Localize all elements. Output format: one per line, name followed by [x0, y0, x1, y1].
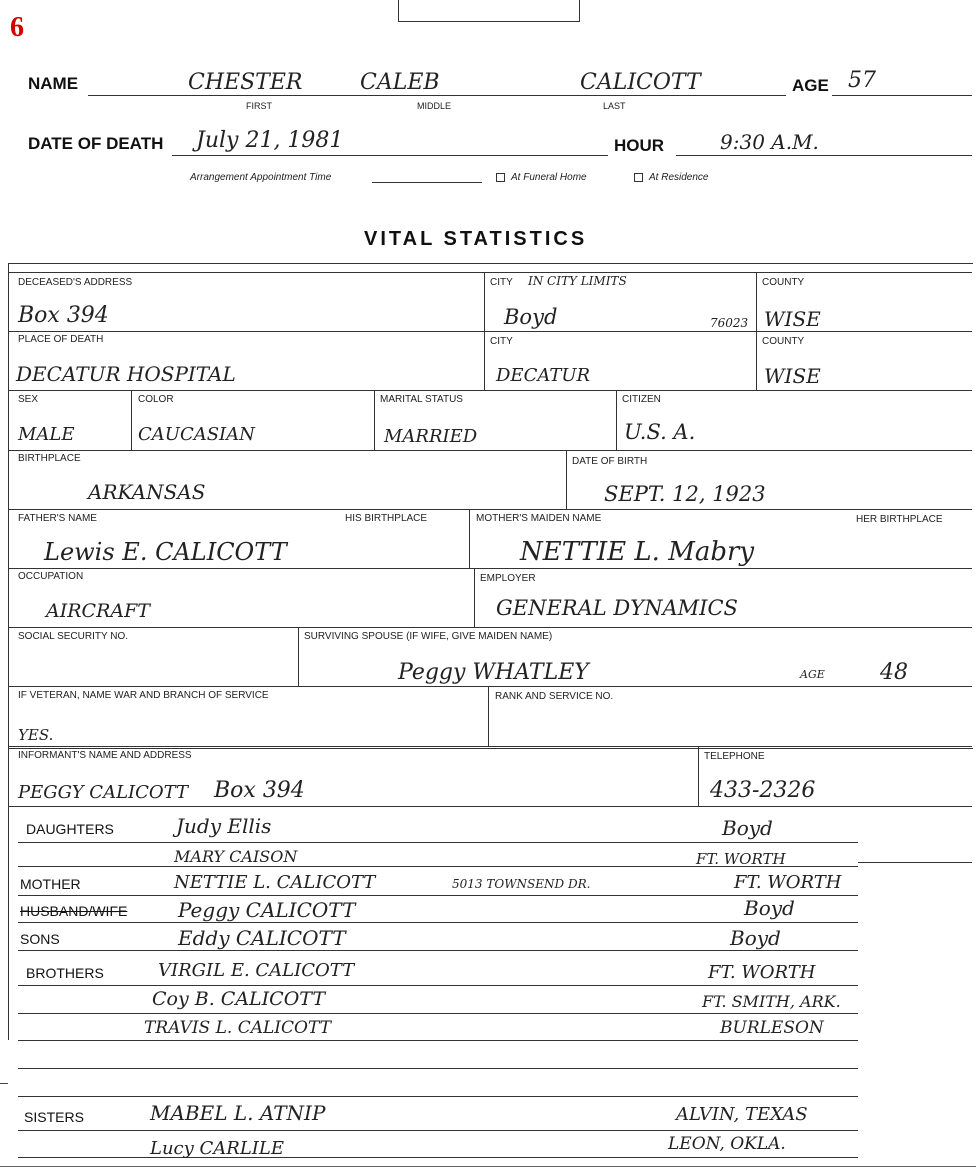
dod-line: [172, 155, 608, 156]
city-label: CITY: [490, 277, 513, 288]
county-value: WISE: [764, 307, 821, 331]
rel-line-1: [18, 842, 858, 843]
middle-name: CALEB: [360, 70, 440, 95]
spouse-rel: Peggy CALICOTT: [178, 898, 356, 922]
informant-bottom-line: [8, 806, 972, 807]
sisters-label: SISTERS: [24, 1109, 84, 1125]
telephone-label: TELEPHONE: [704, 751, 765, 762]
county-label: COUNTY: [762, 277, 805, 288]
birthplace-label: BIRTHPLACE: [18, 453, 81, 464]
brother-3: TRAVIS L. CALICOTT: [144, 1018, 331, 1038]
row-line-1: [8, 331, 972, 332]
vdiv-mother: [469, 509, 470, 568]
city-note: IN CITY LIMITS: [528, 274, 627, 288]
employer-value: GENERAL DYNAMICS: [496, 596, 738, 620]
place-of-death: DECATUR HOSPITAL: [16, 362, 236, 386]
arrangement-label: Arrangement Appointment Time: [190, 172, 332, 183]
telephone-value: 433-2326: [710, 778, 816, 803]
his-birthplace-label: HIS BIRTHPLACE: [345, 513, 428, 524]
sons-label: SONS: [20, 931, 60, 947]
top-box: [398, 0, 580, 22]
rel-line-8: [18, 1040, 858, 1041]
employer-label: EMPLOYER: [480, 573, 536, 584]
dob-value: SEPT. 12, 1923: [604, 482, 766, 506]
rel-line-11: [18, 1130, 858, 1131]
middle-caption: MIDDLE: [417, 101, 452, 111]
opt-funeral-home: At Funeral Home: [496, 172, 587, 183]
left-margin-tick: [0, 1083, 8, 1084]
dob-label: DATE OF BIRTH: [572, 456, 648, 467]
sister-2-city: LEON, OKLA.: [668, 1134, 786, 1154]
death-city-label: CITY: [490, 336, 513, 347]
vdiv-marital: [374, 390, 375, 450]
mother-rel: NETTIE L. CALICOTT: [174, 872, 376, 893]
section-title: VITAL STATISTICS: [364, 228, 588, 250]
city-value: Boyd: [504, 305, 558, 329]
rel-line-6: [18, 985, 858, 986]
sister-1: MABEL L. ATNIP: [150, 1101, 326, 1125]
daughters-label: DAUGHTERS: [26, 821, 114, 837]
mother-rel-label: MOTHER: [20, 876, 81, 892]
rel-line-3: [18, 895, 858, 896]
hour-line: [676, 155, 972, 156]
veteran-value: YES.: [18, 726, 54, 744]
brother-1: VIRGIL E. CALICOTT: [158, 960, 355, 981]
rank-label: RANK AND SERVICE NO.: [495, 691, 614, 702]
citizen-label: CITIZEN: [622, 394, 661, 405]
vdiv-citizen: [616, 390, 617, 450]
row-line-8: [8, 746, 972, 747]
vdiv-dob: [566, 450, 567, 509]
death-county: WISE: [764, 364, 821, 388]
place-of-death-label: PLACE OF DEATH: [18, 334, 104, 345]
rel-line-10: [18, 1096, 858, 1097]
occupation-value: AIRCRAFT: [46, 600, 150, 622]
spouse-age-label: AGE: [800, 668, 825, 681]
daughter-2: MARY CAISON: [174, 847, 298, 866]
vdiv-color: [131, 390, 132, 450]
rel-line-2b: [858, 862, 972, 863]
informant-address: Box 394: [214, 778, 305, 803]
sex-label: SEX: [18, 394, 39, 405]
row-line-4: [8, 509, 972, 510]
color-value: CAUCASIAN: [138, 424, 255, 445]
brother-2-city: FT. SMITH, ARK.: [702, 992, 841, 1011]
grid-top-line-2: [8, 272, 972, 273]
page-number: 6: [10, 12, 24, 43]
last-name: CALICOTT: [580, 70, 701, 95]
hour-value: 9:30 A.M.: [720, 130, 819, 154]
daughter-1-city: Boyd: [722, 816, 773, 840]
row-line-6: [8, 627, 972, 628]
rel-line-4: [18, 922, 858, 923]
marital-label: MARITAL STATUS: [380, 394, 463, 405]
daughter-1: Judy Ellis: [176, 814, 272, 838]
birthplace-value: ARKANSAS: [88, 480, 206, 504]
row-line-3: [8, 450, 972, 451]
ssn-label: SOCIAL SECURITY NO.: [18, 631, 129, 642]
citizen-value: U.S. A.: [624, 420, 696, 444]
brother-1-city: FT. WORTH: [708, 962, 816, 983]
vdiv-rank: [488, 686, 489, 746]
father-value: Lewis E. CALICOTT: [44, 538, 287, 566]
spouse-label: SURVIVING SPOUSE (IF WIFE, GIVE MAIDEN NAME): [304, 631, 553, 642]
mother-address: 5013 TOWNSEND DR.: [452, 877, 591, 891]
deceased-address: Box 394: [18, 303, 109, 328]
sex-value: MALE: [18, 424, 75, 445]
bottom-edge-line: [0, 1166, 976, 1167]
spouse-value: Peggy WHATLEY: [398, 660, 589, 685]
date-of-death: July 21, 1981: [196, 128, 344, 153]
age-label: AGE: [792, 76, 829, 95]
name-line: [88, 95, 786, 96]
brother-2: Coy B. CALICOTT: [152, 988, 325, 1010]
first-caption: FIRST: [246, 101, 272, 111]
spouse-age: 48: [880, 660, 908, 685]
vdiv-telephone: [698, 746, 699, 806]
checkbox-residence[interactable]: [634, 173, 643, 182]
death-county-label: COUNTY: [762, 336, 805, 347]
mother-city: FT. WORTH: [734, 872, 842, 893]
brother-3-city: BURLESON: [720, 1018, 824, 1038]
daughter-2-city: FT. WORTH: [696, 850, 786, 868]
dod-label: DATE OF DEATH: [28, 134, 164, 153]
deceased-address-label: DECEASED'S ADDRESS: [18, 277, 133, 288]
occupation-label: OCCUPATION: [18, 571, 84, 582]
brothers-label: BROTHERS: [26, 965, 104, 981]
zip-value: 76023: [710, 316, 749, 330]
marital-value: MARRIED: [384, 426, 478, 447]
mother-label: MOTHER'S MAIDEN NAME: [476, 513, 602, 524]
father-label: FATHER'S NAME: [18, 513, 97, 524]
spouse-rel-label: HUSBAND/WIFE: [20, 903, 128, 919]
informant-value: PEGGY CALICOTT: [18, 782, 189, 803]
son-1: Eddy CALICOTT: [178, 926, 346, 950]
rel-line-5: [18, 950, 858, 951]
rel-line-12: [18, 1157, 858, 1158]
death-city: DECATUR: [496, 365, 591, 386]
grid-left-bottom: [8, 746, 9, 1040]
spouse-city: Boyd: [744, 896, 795, 920]
rel-line-7: [18, 1013, 858, 1014]
checkbox-funeral-home[interactable]: [496, 173, 505, 182]
son-1-city: Boyd: [730, 926, 781, 950]
row-line-2: [8, 390, 972, 391]
informant-label: INFORMANT'S NAME AND ADDRESS: [18, 750, 192, 761]
name-label: NAME: [28, 74, 79, 93]
her-birthplace-label: HER BIRTHPLACE: [856, 514, 943, 525]
age-line: [832, 95, 972, 96]
arrangement-line: [372, 182, 482, 183]
vdiv-city: [484, 272, 485, 390]
vdiv-county: [756, 272, 757, 390]
hour-label: HOUR: [614, 136, 665, 155]
first-name: CHESTER: [188, 70, 303, 95]
color-label: COLOR: [138, 394, 174, 405]
vdiv-spouse: [298, 627, 299, 686]
mother-value: NETTIE L. Mabry: [520, 537, 755, 567]
age-value: 57: [848, 68, 876, 93]
vdiv-employer: [474, 568, 475, 627]
opt-residence: At Residence: [634, 172, 708, 183]
row-line-7: [8, 686, 972, 687]
sister-1-city: ALVIN, TEXAS: [676, 1104, 808, 1125]
row-line-5: [8, 568, 972, 569]
sister-2: Lucy CARLILE: [150, 1138, 284, 1159]
veteran-label: IF VETERAN, NAME WAR AND BRANCH OF SERVICE: [18, 690, 269, 701]
last-caption: LAST: [603, 101, 626, 111]
rel-line-9: [18, 1068, 858, 1069]
